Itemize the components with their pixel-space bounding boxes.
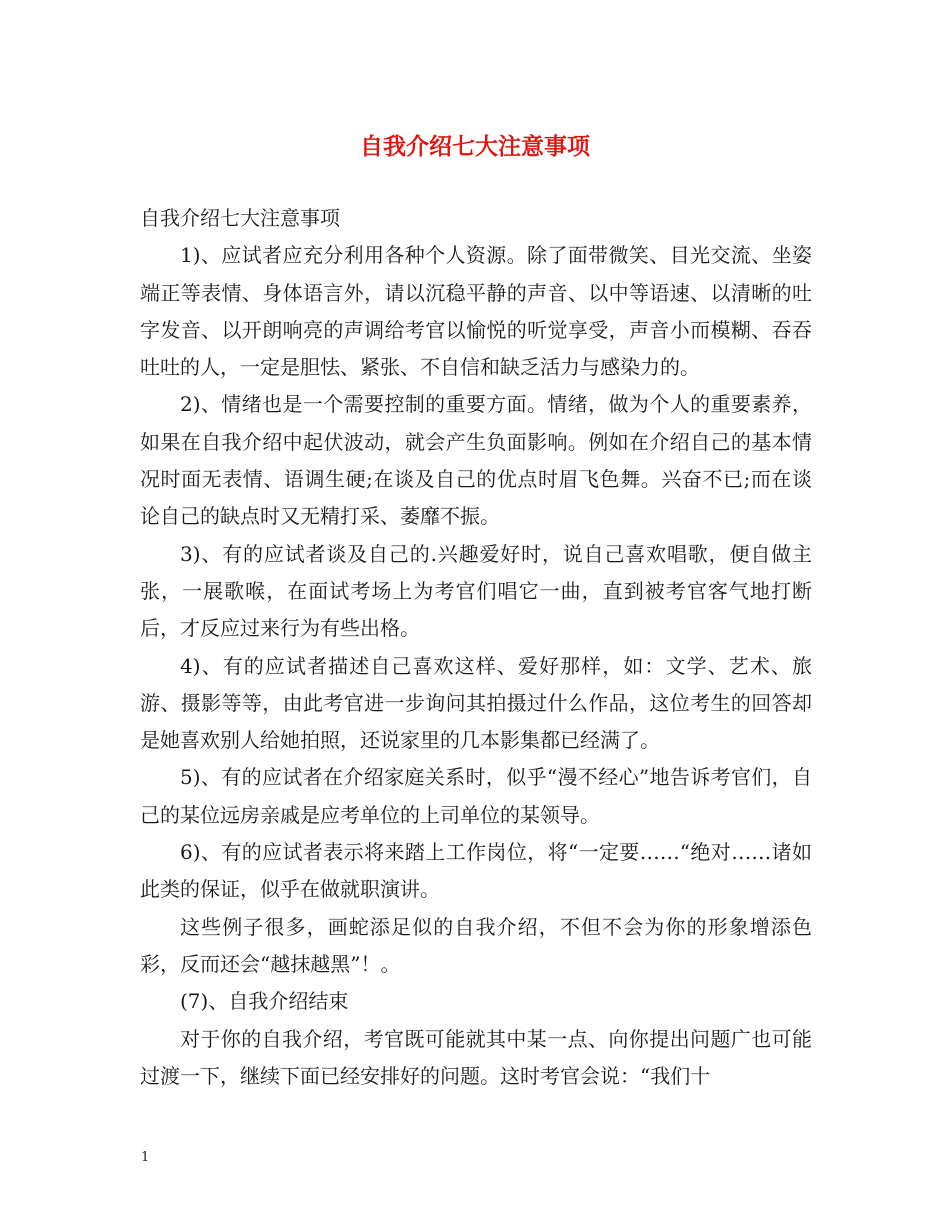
paragraph-4: 4)、有的应试者描述自己喜欢这样、爱好那样，如：文学、艺术、旅游、摄影等等，由此考官进一步询问其拍摄过什么作品，这位考生的回答却是她喜欢别人给她拍照，还说家里的几本影集都已经满了。 — [140, 653, 812, 753]
paragraph-5: 5)、有的应试者在介绍家庭关系时，似乎“漫不经心”地告诉考官们，自己的某位远房亲戚是应考单位的上司单位的某领导。 — [140, 765, 812, 827]
paragraph-8: (7)、自我介绍结束 — [180, 989, 349, 1014]
paragraph-7: 这些例子很多，画蛇添足似的自我介绍，不但不会为你的形象增添色彩，反而还会“越抹越黑”！。 — [140, 914, 812, 976]
paragraph-6: 6)、有的应试者表示将来踏上工作岗位，将“一定要……“绝对……诸如此类的保证，似乎在做就职演讲。 — [140, 840, 812, 902]
paragraph-9: 对于你的自我介绍，考官既可能就其中某一点、向你提出问题广也可能过渡一下，继续下面已经安排好的问题。这时考官会说：“我们十 — [140, 1026, 812, 1088]
page-number: 1 — [141, 1150, 150, 1165]
paragraph-3: 3)、有的应试者谈及自己的.兴趣爱好时，说自己喜欢唱歌，便自做主张，一展歌喉，在面试考场上为考官们唱它一曲，直到被考官客气地打断后，才反应过来行为有些出格。 — [140, 541, 812, 641]
document-title: 自我介绍七大注意事项 — [360, 134, 590, 160]
paragraph-2: 2)、情绪也是一个需要控制的重要方面。情绪，做为个人的重要素养，如果在自我介绍中起伏波动，就会产生负面影响。例如在介绍自己的基本情况时面无表情、语调生硬;在谈及自己的优点时眉飞色舞。兴奋不已;而在谈论自己的缺点时又无精打采、萎靡不振。 — [140, 392, 812, 529]
document-subtitle: 自我介绍七大注意事项 — [140, 206, 340, 230]
paragraph-1: 1)、应试者应充分利用各种个人资源。除了面带微笑、目光交流、坐姿端正等表情、身体语言外，请以沉稳平静的声音、以中等语速、以清晰的吐字发音、以开朗响亮的声调给考官以愉悦的听觉享受，声音小而模糊、吞吞吐吐的人，一定是胆怯、紧张、不自信和缺乏活力与感染力的。 — [140, 243, 812, 380]
document-body — [140, 200, 812, 1095]
